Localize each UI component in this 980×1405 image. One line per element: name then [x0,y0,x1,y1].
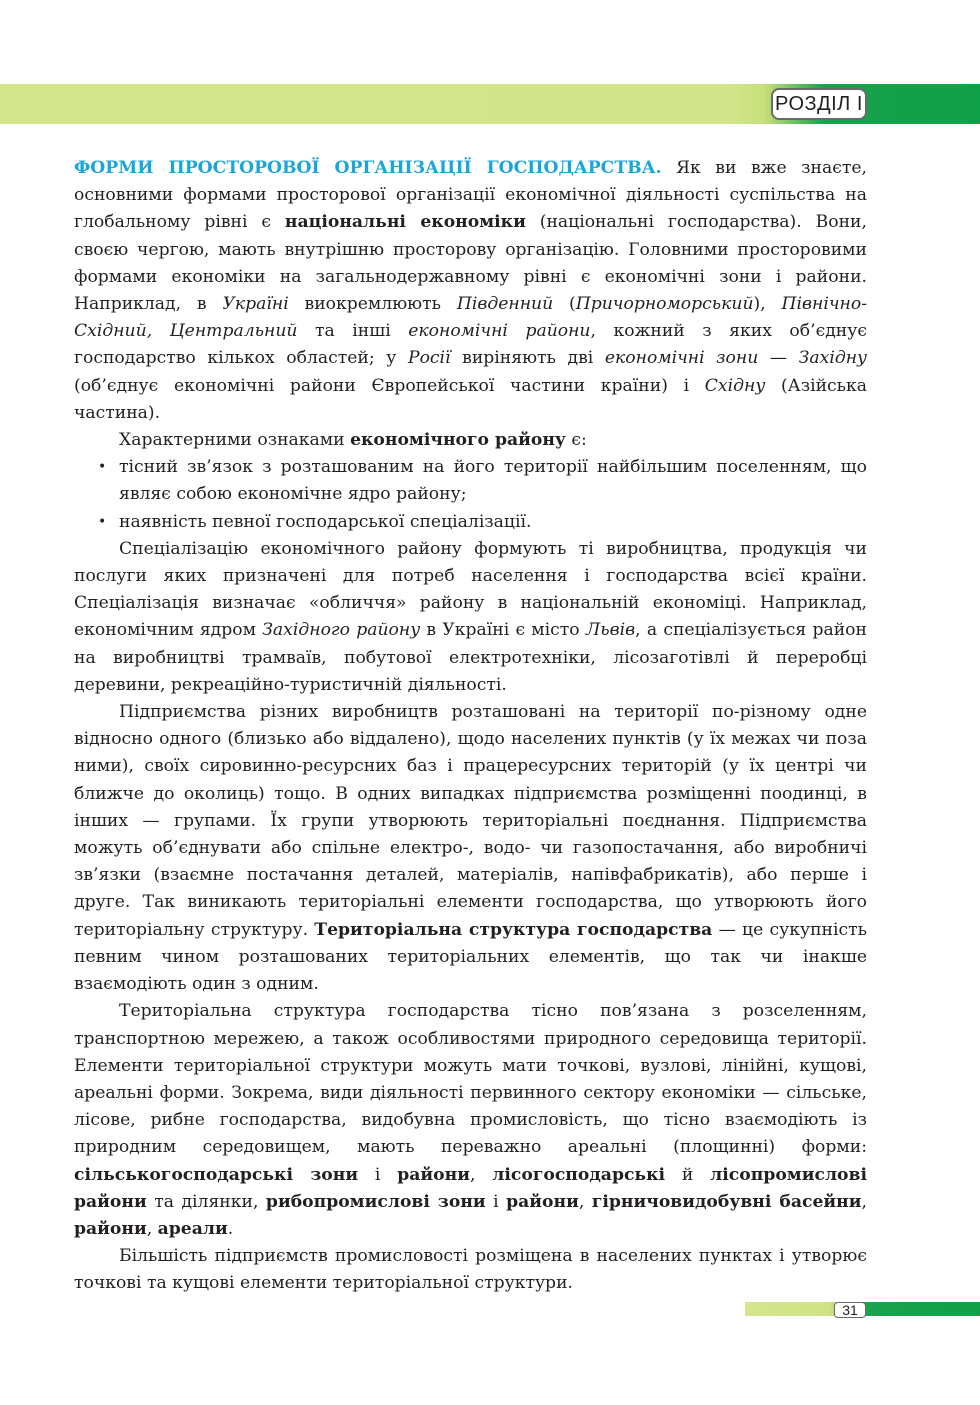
text-run: Територіальна структура господарства тісно пов’язана з розселенням, транспортною мережею, а також особливостями природного середовища території. Елементи територіальної структури можуть мати точкові, вузлові, лінійні, кущові, ареальні форми. Зокрема, види діяльності первинного сектору економіки — сільське, лісове, рибне господарства, видобувна промисловість, що тісно взаємодіють із природним середовищем, мають переважно ареальні (площинні) форми: [74,1001,867,1158]
text-run: є: [565,430,587,451]
bold-term: рибопромислові зони [265,1191,486,1212]
bold-term: економічного району [350,430,566,451]
section-heading: ФОРМИ ПРОСТОРОВОЇ ОРГАНІЗАЦІЇ ГОСПОДАРСТВА. [74,158,662,178]
chapter-label: РОЗДІЛ І [771,88,867,120]
text-run: (національні господарства). Вони, своєю чергою, мають внутрішню просторову організацію. Головними просторовими формами економіки на загальнодержавному рівні є економічні зони і райони. Наприклад, в [74,212,867,315]
paragraph-features [74,427,867,454]
italic-term: Східну [704,375,766,396]
bold-term: райони [397,1164,470,1185]
bold-term: лісогосподарські [492,1164,666,1185]
bold-term: гірничовидобувні басейни [591,1191,862,1212]
italic-term: Північно-Східний, Центральний [74,294,868,342]
italic-term: Росії [408,348,451,369]
italic-term: економічні райони [408,321,591,342]
list-item: • наявність певної господарської спеціалізації. [74,509,867,536]
text-run: й [665,1164,711,1185]
text-run: (об’єднує економічні райони Європейської частини країни) і [74,375,705,396]
text-run: , [861,1191,867,1212]
italic-term: Південний [456,294,554,315]
text-run: Характерними ознаками [119,430,351,451]
bold-term: райони [74,1218,147,1239]
text-run: , кожний з яких об’єднує господарство кількох областей; у [74,321,867,369]
text-run: і [485,1191,507,1212]
text-run: , [578,1191,592,1212]
bold-term: національні економіки [284,212,526,233]
page-body [74,155,867,1298]
paragraph-industry [74,1243,867,1297]
paragraph-specialization [74,536,867,699]
text-run: Як ви вже знаєте, основними формами просторової організації економічної діяльності суспільства на глобальному рівні є [74,158,867,233]
text-run: , [469,1164,493,1185]
text-run: — це сукупність певним чином розташованих територіальних елементів, що так чи інакше взаємодіють один з одним. [74,919,867,995]
text-run: виріняють дві [450,348,605,369]
text-run: і [358,1164,398,1185]
paragraph-territorial-structure [74,998,867,1243]
italic-term: економічні зони — Західну [604,348,868,369]
text-run: ( [553,294,576,315]
text-run: , а спеціалізується район на виробництві трамваїв, побутової електротехніки, лісозаготівлі й переробці деревини, рекреаційно-туристичній діяльності. [74,620,867,695]
text-run: ), [753,294,782,315]
page-number: 31 [834,1302,866,1318]
bold-term: лісопромислові райони [74,1164,867,1212]
list-item: • тісний зв’язок з розташованим на його території найбільшим поселенням, що являє собою економічне ядро району; [74,454,867,508]
text-run: виокремлюють [288,294,457,315]
italic-term: Західного району [262,620,421,641]
text-run: та інші [297,321,409,342]
text-run: . [227,1218,234,1239]
text-run: Підприємства різних виробництв розташовані на території по-різному одне відносно одного (близько або віддалено), щодо населених пунктів (у їх межах чи поза ними), своїх сировинно-ресурсних баз і працересурсних територій (у їх центрі чи ближче до околиць) тощо. В одних випадках підприємства розміщенні поодинці, в інших — групами. Їх групи утворюють територіальні поєднання. Підприємства можуть об’єднувати або спільне електро-, водо- чи газопостачання, або виробничі зв’язки (взаємне постачання деталей, матеріалів, напівфабрикатів), або перше і друге. Так виникають територіальні елементи господарства, що утворюють його територіальну структуру. [74,702,867,940]
text-run: (Азійська частина). [74,375,867,423]
bold-term: райони [506,1191,579,1212]
italic-term: Причорноморський [575,294,754,315]
bold-term: ареали [157,1218,228,1239]
paragraph-enterprises [74,699,867,998]
paragraph-intro [74,155,867,427]
bold-term: сільськогосподарські зони [74,1164,359,1185]
bold-term: Територіальна структура господарства [314,919,713,940]
italic-term: Україні [222,294,289,315]
text-run: , [146,1218,158,1239]
text-run: та ділянки, [146,1191,266,1212]
text-run: Більшість підприємств промисловості розміщена в населених пунктах і утворює точкові та кущові елементи територіальної структури. [74,1246,867,1294]
text-run: в Україні є місто [420,620,586,641]
italic-term: Львів [585,620,636,641]
feature-list [74,454,867,536]
text-run: Спеціалізацію економічного району формують ті виробництва, продукція чи послуги яких призначені для потреб населення і господарства всієї країни. Спеціалізація визначає «обличчя» району в національній економіці. Наприклад, економічним ядром [74,538,867,641]
